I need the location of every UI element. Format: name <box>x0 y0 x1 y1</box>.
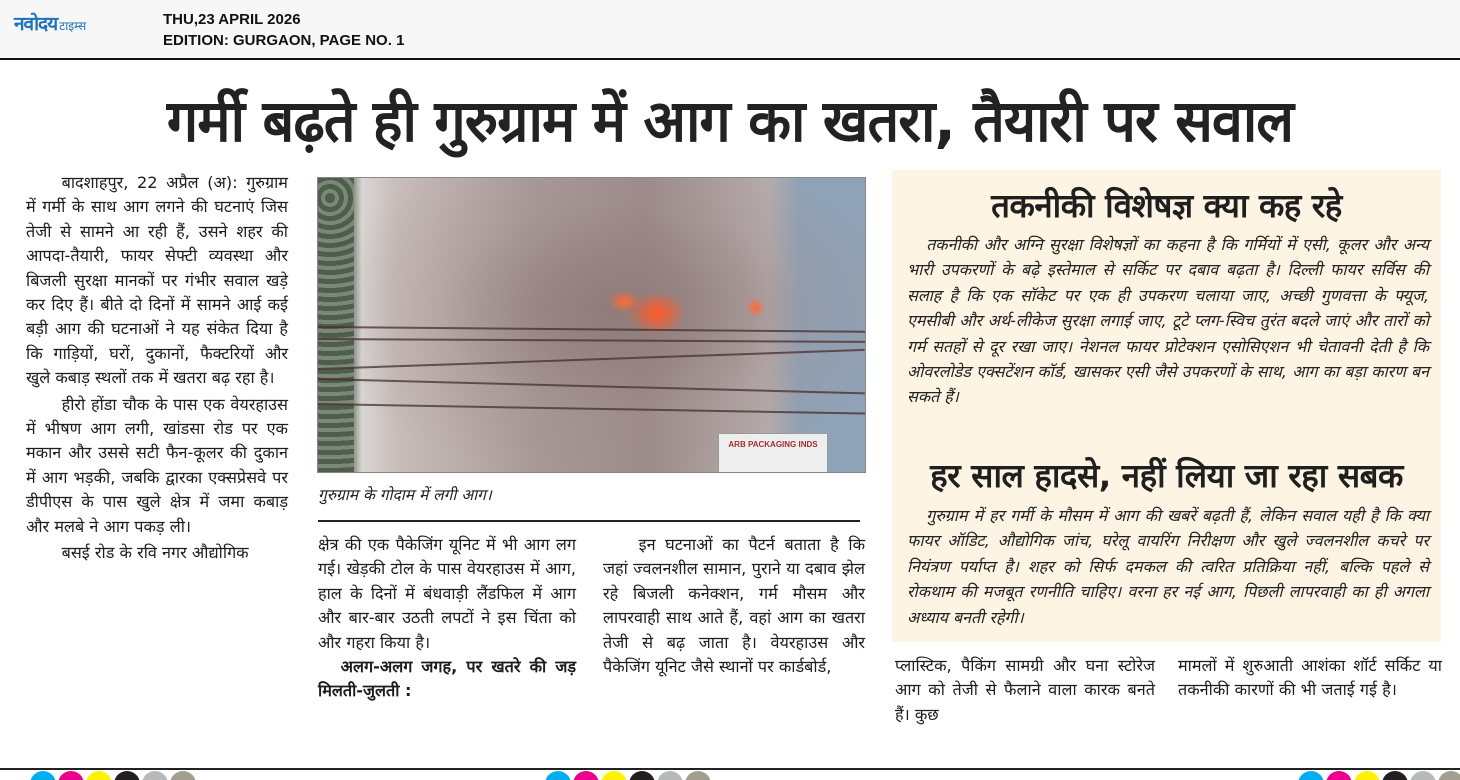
yellow-mark-icon <box>1354 771 1380 780</box>
photo-wire <box>318 326 865 333</box>
article-paragraph: हीरो होंडा चौक के पास एक वेयरहाउस में भीषण आग लगी, खांडसा रोड पर एक मकान और उससे सटी फैन-कूलर की दुकान में आग भड़की, जबकि द्वारका एक्सप्रेसवे पर डीपीएस के पास खुले क्षेत्र में जमा कबाड़ और मलबे ने आग पकड़ ली। <box>26 394 288 536</box>
photo-divider <box>318 520 860 522</box>
article-column-3 <box>603 533 865 679</box>
photo-caption: गुरुग्राम के गोदाम में लगी आग। <box>318 486 492 504</box>
photo-shop-sign: ARB PACKAGING INDS <box>718 433 828 473</box>
black-mark-icon <box>1382 771 1408 780</box>
registration-marks-right <box>1298 771 1460 780</box>
black-mark-icon <box>114 771 140 780</box>
sidebar-paragraph-experts: तकनीकी और अग्नि सुरक्षा विशेषज्ञों का कहना है कि गर्मियों में एसी, कूलर और अन्य भारी उपकरणों के बढ़े इस्तेमाल से सर्किट पर दबाव बढ़ता है। दिल्ली फायर सर्विस की सलाह है कि एक सॉकेट पर एक ही उपकरण चलाया जाए, अच्छी गुणवत्ता के फ्यूज, एमसीबी और अर्थ-लीकेज सुरक्षा लगाई जाए, टूटे प्लग-स्विच तुरंत बदले जाएं और तारों को गर्म सतहों से दूर रखा जाए। नेशनल फायर प्रोटेक्शन एसोसिएशन भी चेतावनी देती है कि ओवरलोडेड एक्सटेंशन कॉर्ड, खासकर एसी जैसे उपकरणों के साथ, आग का बड़ा कारण बन सकते हैं। <box>907 235 1429 407</box>
article-paragraph: बसई रोड के रवि नगर औद्योगिक <box>61 543 249 563</box>
article-paragraph: बादशाहपुर, 22 अप्रैल (अ): गुरुग्राम में गर्मी के साथ आग लगने की घटनाएं जिस तेजी से सामने आ रही हैं, उसने शहर की आपदा-तैयारी, फायर सेफ्टी व्यवस्था और बिजली सुरक्षा मानकों पर गंभीर सवाल खड़े कर दिए हैं। बीते दो दिनों में सामने आई कई बड़ी आग की घटनाओं ने यह संकेत दिया है कि गाड़ियों, घरों, दुकानों, फैक्टरियों और खुले कबाड़ स्थलों तक में खतरा बढ़ रहा है। <box>26 173 288 388</box>
article-paragraph: इन घटनाओं का पैटर्न बताता है कि जहां ज्वलनशील सामान, पुराने या दबाव झेल रहे बिजली कनेक्शन, गर्म मौसम और लापरवाही साथ आते हैं, वहां आग का खतरा तेजी से बढ़ जाता है। वेयरहाउस और पैकेजिंग यूनिट जैसे स्थानों पर कार्डबोर्ड, <box>603 535 865 677</box>
black-mark-icon <box>629 771 655 780</box>
yellow-mark-icon <box>601 771 627 780</box>
article-paragraph: मामलों में शुरुआती आशंका शॉर्ट सर्किट या तकनीकी कारणों की भी जताई गई है। <box>1178 656 1442 700</box>
fire-photo[interactable] <box>317 177 866 473</box>
article-column-1 <box>26 171 288 566</box>
photo-wire <box>318 338 865 343</box>
article-column-5 <box>1178 654 1442 703</box>
article-paragraph: प्लास्टिक, पैकिंग सामग्री और घना स्टोरेज आग को तेजी से फैलाने वाला कारक बनते हैं। कुछ <box>895 656 1155 724</box>
cyan-mark-icon <box>30 771 56 780</box>
tan-mark-icon <box>685 771 711 780</box>
magenta-mark-icon <box>573 771 599 780</box>
expert-sidebar-box <box>892 170 1441 642</box>
logo-sub-text: टाइम्स <box>59 19 87 33</box>
article-paragraph: क्षेत्र की एक पैकेजिंग यूनिट में भी आग लग गई। खेड़की टोल के पास वेयरहाउस में आग, हाल के दिनों में बंधवाड़ी लैंडफिल में आग और बार-बार उठती लपटों ने इस चिंता को और गहरा किया है। <box>318 535 576 652</box>
yellow-mark-icon <box>86 771 112 780</box>
gray-mark-icon <box>1410 771 1436 780</box>
sidebar-paragraph-lessons: गुरुग्राम में हर गर्मी के मौसम में आग की खबरें बढ़ती हैं, लेकिन सवाल यही है कि क्या फायर ऑडिट, औद्योगिक जांच, घरेलू वायरिंग निरीक्षण और खुले ज्वलनशील कचरे पर नियंत्रण पर्याप्त है। शहर को सिर्फ दमकल की त्वरित प्रतिक्रिया नहीं, बल्कि पहले से रोकथाम की मजबूत रणनीति चाहिए। वरना हर नई आग, पिछली लापरवाही का ही अगला अध्याय बनती रहेगी। <box>907 506 1429 627</box>
edition-page: EDITION: GURGAON, PAGE NO. 1 <box>163 32 405 49</box>
tan-mark-icon <box>1438 771 1460 780</box>
article-subhead: अलग-अलग जगह, पर खतरे की जड़ मिलती-जुलती : <box>318 657 576 701</box>
edition-date: THU,23 APRIL 2026 <box>163 11 301 28</box>
sidebar-heading-experts: तकनीकी विशेषज्ञ क्या कह रहे <box>991 186 1342 225</box>
photo-wire <box>318 349 865 370</box>
article-column-4 <box>895 654 1155 727</box>
tan-mark-icon <box>170 771 196 780</box>
article-column-2 <box>318 533 576 704</box>
registration-marks-center <box>545 771 711 780</box>
gray-mark-icon <box>657 771 683 780</box>
newspaper-logo[interactable] <box>14 10 86 36</box>
registration-marks-left <box>30 771 196 780</box>
cyan-mark-icon <box>545 771 571 780</box>
sidebar-heading-lessons: हर साल हादसे, नहीं लिया जा रहा सबक <box>930 456 1403 495</box>
photo-tree-foliage <box>318 178 354 472</box>
photo-wire <box>318 403 865 415</box>
cyan-mark-icon <box>1298 771 1324 780</box>
logo-main-text: नवोदय <box>14 13 58 35</box>
magenta-mark-icon <box>1326 771 1352 780</box>
photo-wire <box>318 378 865 394</box>
magenta-mark-icon <box>58 771 84 780</box>
article-headline: गर्मी बढ़ते ही गुरुग्राम में आग का खतरा, तैयारी पर सवाल <box>166 87 1294 155</box>
gray-mark-icon <box>142 771 168 780</box>
page-bottom-rule <box>0 768 1460 770</box>
edition-info <box>163 9 404 51</box>
edition-header-bar <box>0 0 1460 60</box>
